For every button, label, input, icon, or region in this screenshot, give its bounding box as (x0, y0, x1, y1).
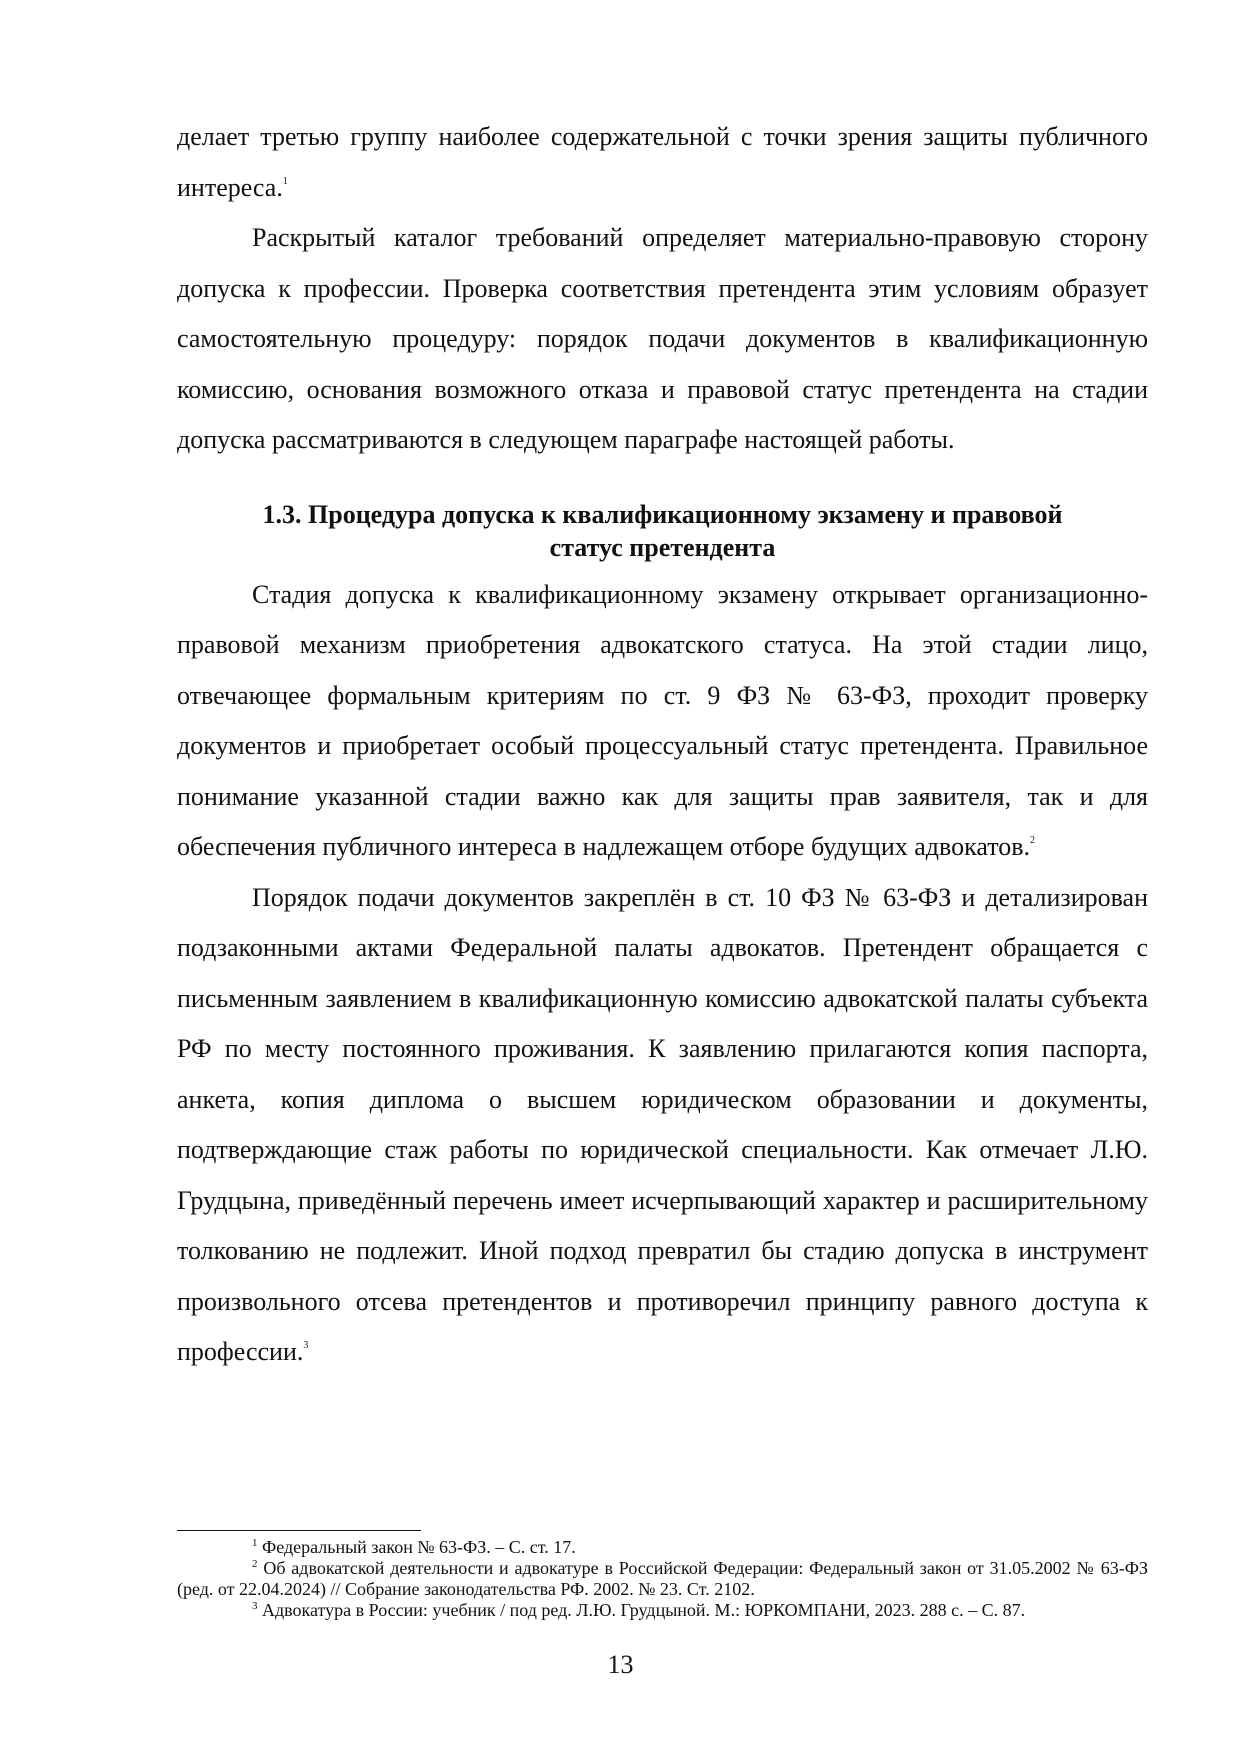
footnotes-section (177, 1530, 1148, 1621)
section-heading-line-2: статус претендента (549, 532, 776, 562)
paragraph-1-text: делает третью группу наиболее содержательной с точки зрения защиты публичного интереса. (177, 122, 1148, 202)
footnote-3-text: Адвокатура в России: учебник / под ред. Л.Ю. Грудцыной. М.: ЮРКОМПАНИ, 2023. 288 с. – С. 87. (262, 1600, 1026, 1620)
page-body (177, 112, 1148, 1378)
page-number: 13 (607, 1650, 634, 1679)
footnote-1-number: 1 (252, 1537, 258, 1549)
footnote-2-number: 2 (252, 1558, 258, 1570)
paragraph-2: Раскрытый каталог требований определяет материально-правовую сторону допуска к профессии. Проверка соответствия претендента этим условиям образует самостоятельную процедуру: порядок подачи документов в квалификационную комиссию, основания возможного отказа и правовой статус претендента на стадии допуска рассматриваются в следующем параграфе настоящей работы. (177, 223, 1148, 454)
footnote-ref-2[interactable]: 2 (1030, 835, 1035, 846)
footnote-divider (177, 1530, 421, 1531)
paragraph-3-text: Стадия допуска к квалификационному экзамену открывает организационно-правовой механизм приобретения адвокатского статуса. На этой стадии лицо, отвечающее формальным критериям по ст. 9 ФЗ № 63-ФЗ, проходит проверку документов и приобретает особый процессуальный статус претендента. Правильное понимание указанной стадии важно как для защиты прав заявителя, так и для обеспечения публичного интереса в надлежащем отборе будущих адвокатов. (177, 579, 1148, 861)
footnote-ref-1[interactable]: 1 (282, 175, 288, 187)
footnote-3-number: 3 (252, 1600, 258, 1612)
paragraph-4-text: Порядок подачи документов закреплён в ст. 10 ФЗ № 63-ФЗ и детализирован подзаконными актами Федеральной палаты адвокатов. Претендент обращается с письменным заявлением в квалификационную комиссию адвокатской палаты субъекта РФ по месту постоянного проживания. К заявлению прилагаются копия паспорта, анкета, копия диплома о высшем юридическом образовании и документы, подтверждающие стаж работы по юридической специальности. Как отмечает Л.Ю. Грудцына, приведённый перечень имеет исчерпывающий характер и расширительному толкованию не подлежит. Иной подход превратил бы стадию допуска в инструмент произвольного отсева претендентов и противоречил принципу равного доступа к профессии. (177, 882, 1148, 1366)
footnote-1-text: Федеральный закон № 63-ФЗ. – С. ст. 17. (262, 1537, 576, 1557)
paragraph-4 (177, 873, 1148, 1378)
section-heading (177, 498, 1148, 564)
footnote-3 (177, 1600, 1148, 1621)
footnote-1 (177, 1537, 1148, 1558)
section-heading-line-1: 1.3. Процедура допуска к квалификационному экзамену и правовой (262, 499, 1063, 529)
footnote-2-text: Об адвокатской деятельности и адвокатуре в Российской Федерации: Федеральный закон от 31.05.2002 № 63-ФЗ (ред. от 22.04.2024) // Собрание законодательства РФ. 2002. № 23. Ст. 2102. (177, 1558, 1148, 1599)
footnote-ref-3[interactable]: 3 (303, 1340, 309, 1351)
paragraph-1 (177, 112, 1148, 213)
footnote-2 (177, 1558, 1148, 1600)
paragraph-3 (177, 570, 1148, 873)
